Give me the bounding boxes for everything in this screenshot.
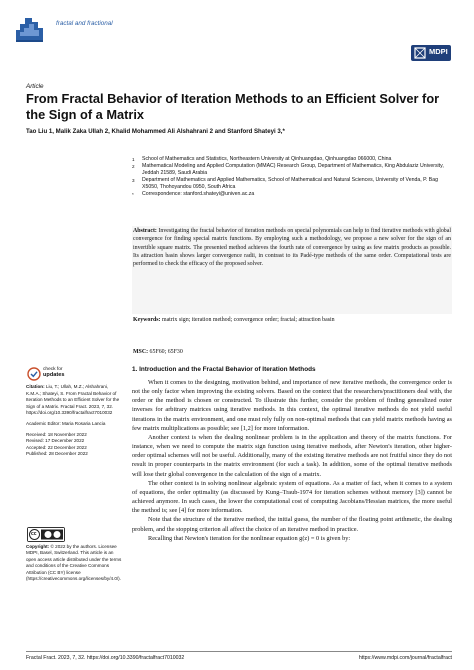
abstract-text: Investigating the fractal behavior of iteration methods on special polynomials can help to find iterative methods with global convergence for finding special matrix functions. By employing such a methodology, we propose a new solver for the sign of an invertible square matrix. The presented method achieves the fourth rate of convergence by using as few matrix products as possible. Its attraction basin shows larger convergence radii, in contrast to its Padé-type methods of the same order. Computational tests are performed to check the efficacy of the proposed solver. xyxy=(133,228,451,268)
affiliation-item xyxy=(132,163,452,177)
paragraph: The other context is in solving nonlinear algebraic system of equations. As a matter of fact, when it comes to a system of equations, the order optimality (as discussed by Kung–Traub-1974 for iteration schemes without memory [3]) cannot be achieved anymore. In such cases, the lower the computational cost of computing Jacobians/Hessian matrices, the more useful the method is; see [4] for more information. xyxy=(132,479,452,515)
msc-codes xyxy=(133,349,183,355)
copyright-label: Copyright: xyxy=(26,544,50,549)
citation-text: Liu, T.; Ullah, M.Z.; Alshahrani, K.M.A.; Shateyi, S. From Fractal Behavior of Iteration Methods to an Efficient Solver for the Sign of a Matrix. Fractal Fract. 2023, 7, 32. https://doi.org/10.3390/fractalfract7010032 xyxy=(26,384,120,416)
msc-text: 65F60; 65F30 xyxy=(149,349,183,355)
sidebar xyxy=(26,384,122,458)
correspondence-text[interactable]: Correspondence: stanford.shateyi@univen.ac.za xyxy=(142,191,255,198)
author-list: Tao Liu 1, Malik Zaka Ullah 2, Khalid Mohammed Ali Alshahrani 2 and Stanford Shateyi 3,* xyxy=(26,128,285,135)
received-date: Received: 18 November 2022 xyxy=(26,431,87,437)
citation-block xyxy=(26,384,122,417)
paragraph: Recalling that Newton's iteration for the nonlinear equation g(z) = 0 is given by: xyxy=(148,534,351,542)
revised-date: Revised: 17 December 2022 xyxy=(26,438,85,444)
copyright xyxy=(26,544,122,582)
affiliation-text: Department of Mathematics and Applied Mathematics, School of Mathematical and Natural Sciences, University of Venda, P. Bag X5050, Thohoyandou 0950, South Africa xyxy=(142,177,439,191)
section-heading: 1. Introduction and the Fractal Behavior of Iteration Methods xyxy=(132,366,316,373)
paragraph: Another context is when the dealing nonlinear problem is in the application and theory of the matrix functions. For instance, when we need to compute the matrix sign function using iterative methods, after Newton's iteration, other higher-order optimal schemes will not be useful. Additionally, many of the existing iterative methods are not fruitful since they do not result in proper counterparts in the matrix environment (for such a task). In addition, some of the optimal iterative methods will lose their global convergence in the calculation of the sign of a matrix. xyxy=(132,433,452,478)
editor-name: Maria Rosaria Lancia xyxy=(62,420,106,426)
article-title: From Fractal Behavior of Iteration Methods to an Efficient Solver for the Sign of a Matrix xyxy=(26,91,440,122)
abstract xyxy=(133,227,451,269)
msc-label: MSC: xyxy=(133,349,149,355)
paragraph: Note that the structure of the iterative method, the initial guess, the number of the floating point arithmetic, the dealing problem, and the stopping criterion all affect the choice of an iterative method in practice. xyxy=(132,516,452,533)
paragraph: When it comes to the designing, motivation behind, and importance of new iterative methods, the convergence order is not the only factor when improving the existing solvers. Based on the context that the researchers/practitioners deal with, the order or the method is chosen or constructed. To illustrate this further, consider the problem of finding generalized outer inverses for arbitrary matrices using iterative methods. In this context, the optimal iterative methods do not yield useful iterations in the matrix environment, and one must rely fully on non-optimal methods that can yield matrix methods having as few matrix multiplications as possible; see [1,2] for more information. xyxy=(132,379,452,432)
updates-line1: check for xyxy=(43,367,63,372)
affiliation-item xyxy=(132,177,452,191)
copyright-text: © 2022 by the authors. Licensee MDPI, Basel, Switzerland. This article is an open access article distributed under the terms and conditions of the Creative Commons Attribution (CC BY) license (https://creativecommons.org/licenses/by/4.0/). xyxy=(26,544,122,582)
editor-block xyxy=(26,421,122,428)
editor-label: Academic Editor: xyxy=(26,420,61,426)
updates-icon xyxy=(27,367,41,381)
affiliation-number: * xyxy=(132,192,134,198)
accepted-date: Accepted: 22 December 2022 xyxy=(26,444,87,450)
cc-label: cc xyxy=(31,531,37,537)
article-type: Article xyxy=(26,83,44,90)
footer-journal-link[interactable]: https://www.mdpi.com/journal/fractalfract xyxy=(358,655,452,661)
keywords-text: matrix sign; iteration method; convergence order; fractal; attraction basin xyxy=(161,317,335,323)
publisher-name: MDPI xyxy=(429,47,448,56)
published-date: Published: 28 December 2022 xyxy=(26,451,88,457)
affiliation-number: 3 xyxy=(132,178,135,184)
correspondence xyxy=(132,191,452,198)
affiliation-text: School of Mathematics and Statistics, Northeastern University at Qinhuangdao, Qinhuangdao 066000, China xyxy=(142,156,392,162)
affiliation-number: 1 xyxy=(132,157,135,162)
affiliation-text: Mathematical Modeling and Applied Computation (MMAC) Research Group, Department of Mathematics, King Abdulaziz University, Jeddah 21589, Saudi Arabia xyxy=(142,163,444,177)
body-text xyxy=(132,378,452,543)
updates-line2: updates xyxy=(43,371,65,378)
footer-divider xyxy=(26,651,452,652)
affiliation-item xyxy=(132,156,452,163)
affiliations xyxy=(132,156,452,199)
citation-label: Citation: xyxy=(26,384,45,389)
footer-citation[interactable]: Fractal Fract. 2023, 7, 32. https://doi.org/10.3390/fractalfract7010032 xyxy=(26,655,185,661)
affiliation-number: 2 xyxy=(132,164,135,170)
keywords xyxy=(133,316,451,324)
check-for-updates-button[interactable] xyxy=(27,366,75,382)
abstract-label: Abstract: xyxy=(133,228,157,234)
keywords-label: Keywords: xyxy=(133,317,161,323)
journal-logo-icon xyxy=(12,12,48,46)
cc-license-badge[interactable] xyxy=(27,527,65,542)
journal-name: fractal and fractional xyxy=(56,20,113,27)
